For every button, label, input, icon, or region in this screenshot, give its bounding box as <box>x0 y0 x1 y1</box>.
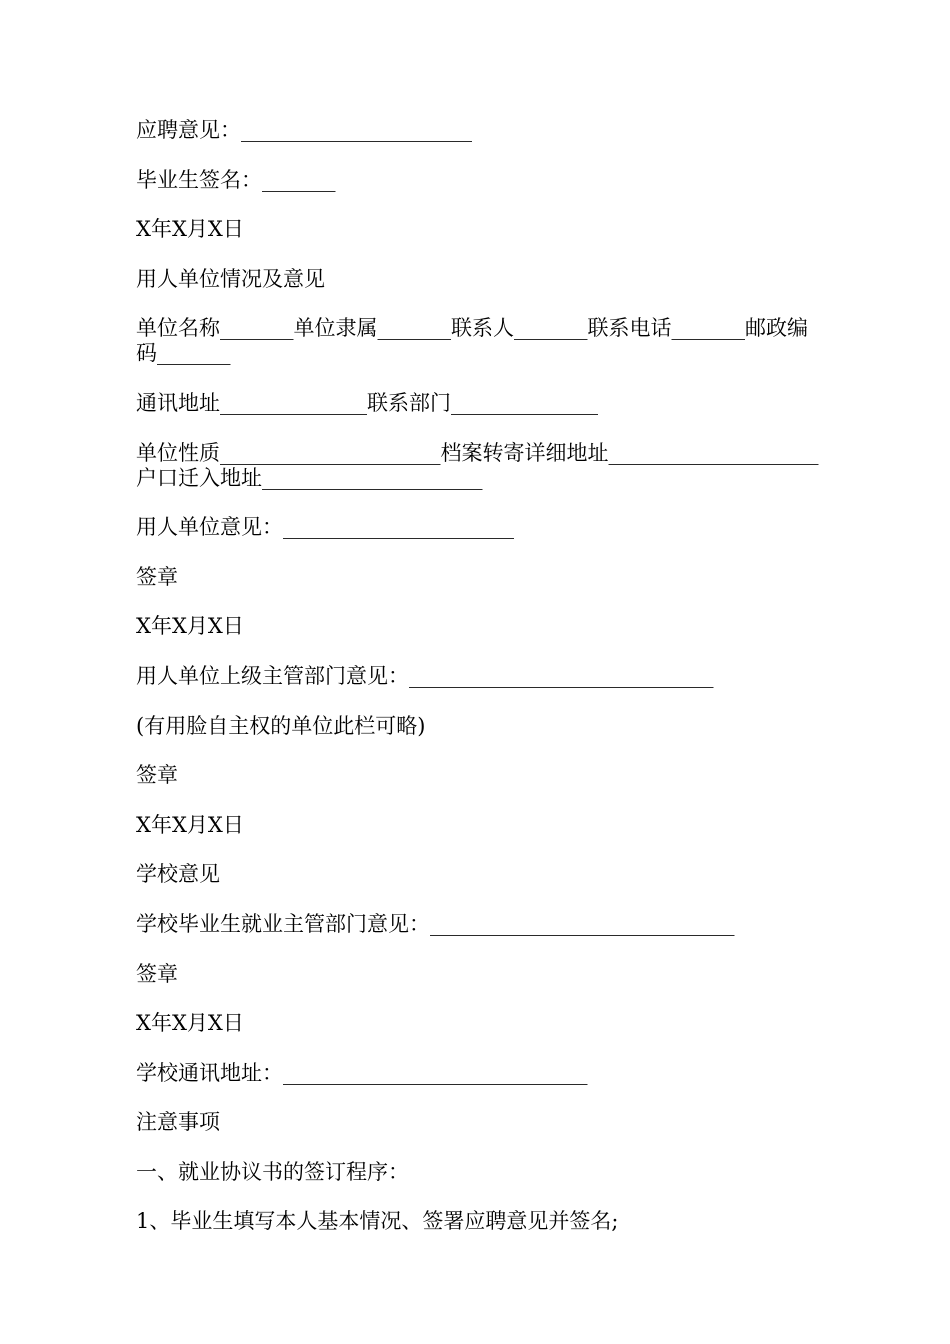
procedure-heading: 一、就业协议书的签订程序： <box>136 1159 409 1184</box>
procedure-step: 1、毕业生填写本人基本情况、签署应聘意见并签名; <box>136 1209 619 1234</box>
date-line: X年X月X日 <box>136 1011 244 1036</box>
section-heading: 学校意见 <box>136 862 220 887</box>
seal-label: 签章 <box>136 961 178 986</box>
school-address-line: 学校通讯地址：_____________________________ <box>136 1060 588 1085</box>
section-heading: 用人单位情况及意见 <box>136 266 325 291</box>
supervisor-opinion-line: 用人单位上级主管部门意见：_____________________________ <box>136 663 714 688</box>
seal-label: 签章 <box>136 564 178 589</box>
seal-label: 签章 <box>136 763 178 788</box>
date-line: X年X月X日 <box>136 217 244 242</box>
unit-nature-line: 单位性质_____________________档案转寄详细地址____________________户口迁入地址_____________________ <box>136 440 819 490</box>
note-line: (有用脸自主权的单位此栏可略) <box>136 713 426 738</box>
graduate-signature-line: 毕业生签名：_______ <box>136 167 336 192</box>
employer-info-line: 单位名称_______单位隶属_______联系人_______联系电话_______邮政编码_______ <box>136 316 808 366</box>
school-department-opinion-line: 学校毕业生就业主管部门意见：_____________________________ <box>136 911 735 936</box>
employer-opinion-line: 用人单位意见：______________________ <box>136 515 514 540</box>
address-department-line: 通讯地址______________联系部门______________ <box>136 390 598 415</box>
applicant-opinion-line: 应聘意见：______________________ <box>136 118 472 142</box>
section-heading: 注意事项 <box>136 1110 220 1135</box>
date-line: X年X月X日 <box>136 614 244 639</box>
date-line: X年X月X日 <box>136 812 244 837</box>
document-body <box>136 118 826 1259</box>
